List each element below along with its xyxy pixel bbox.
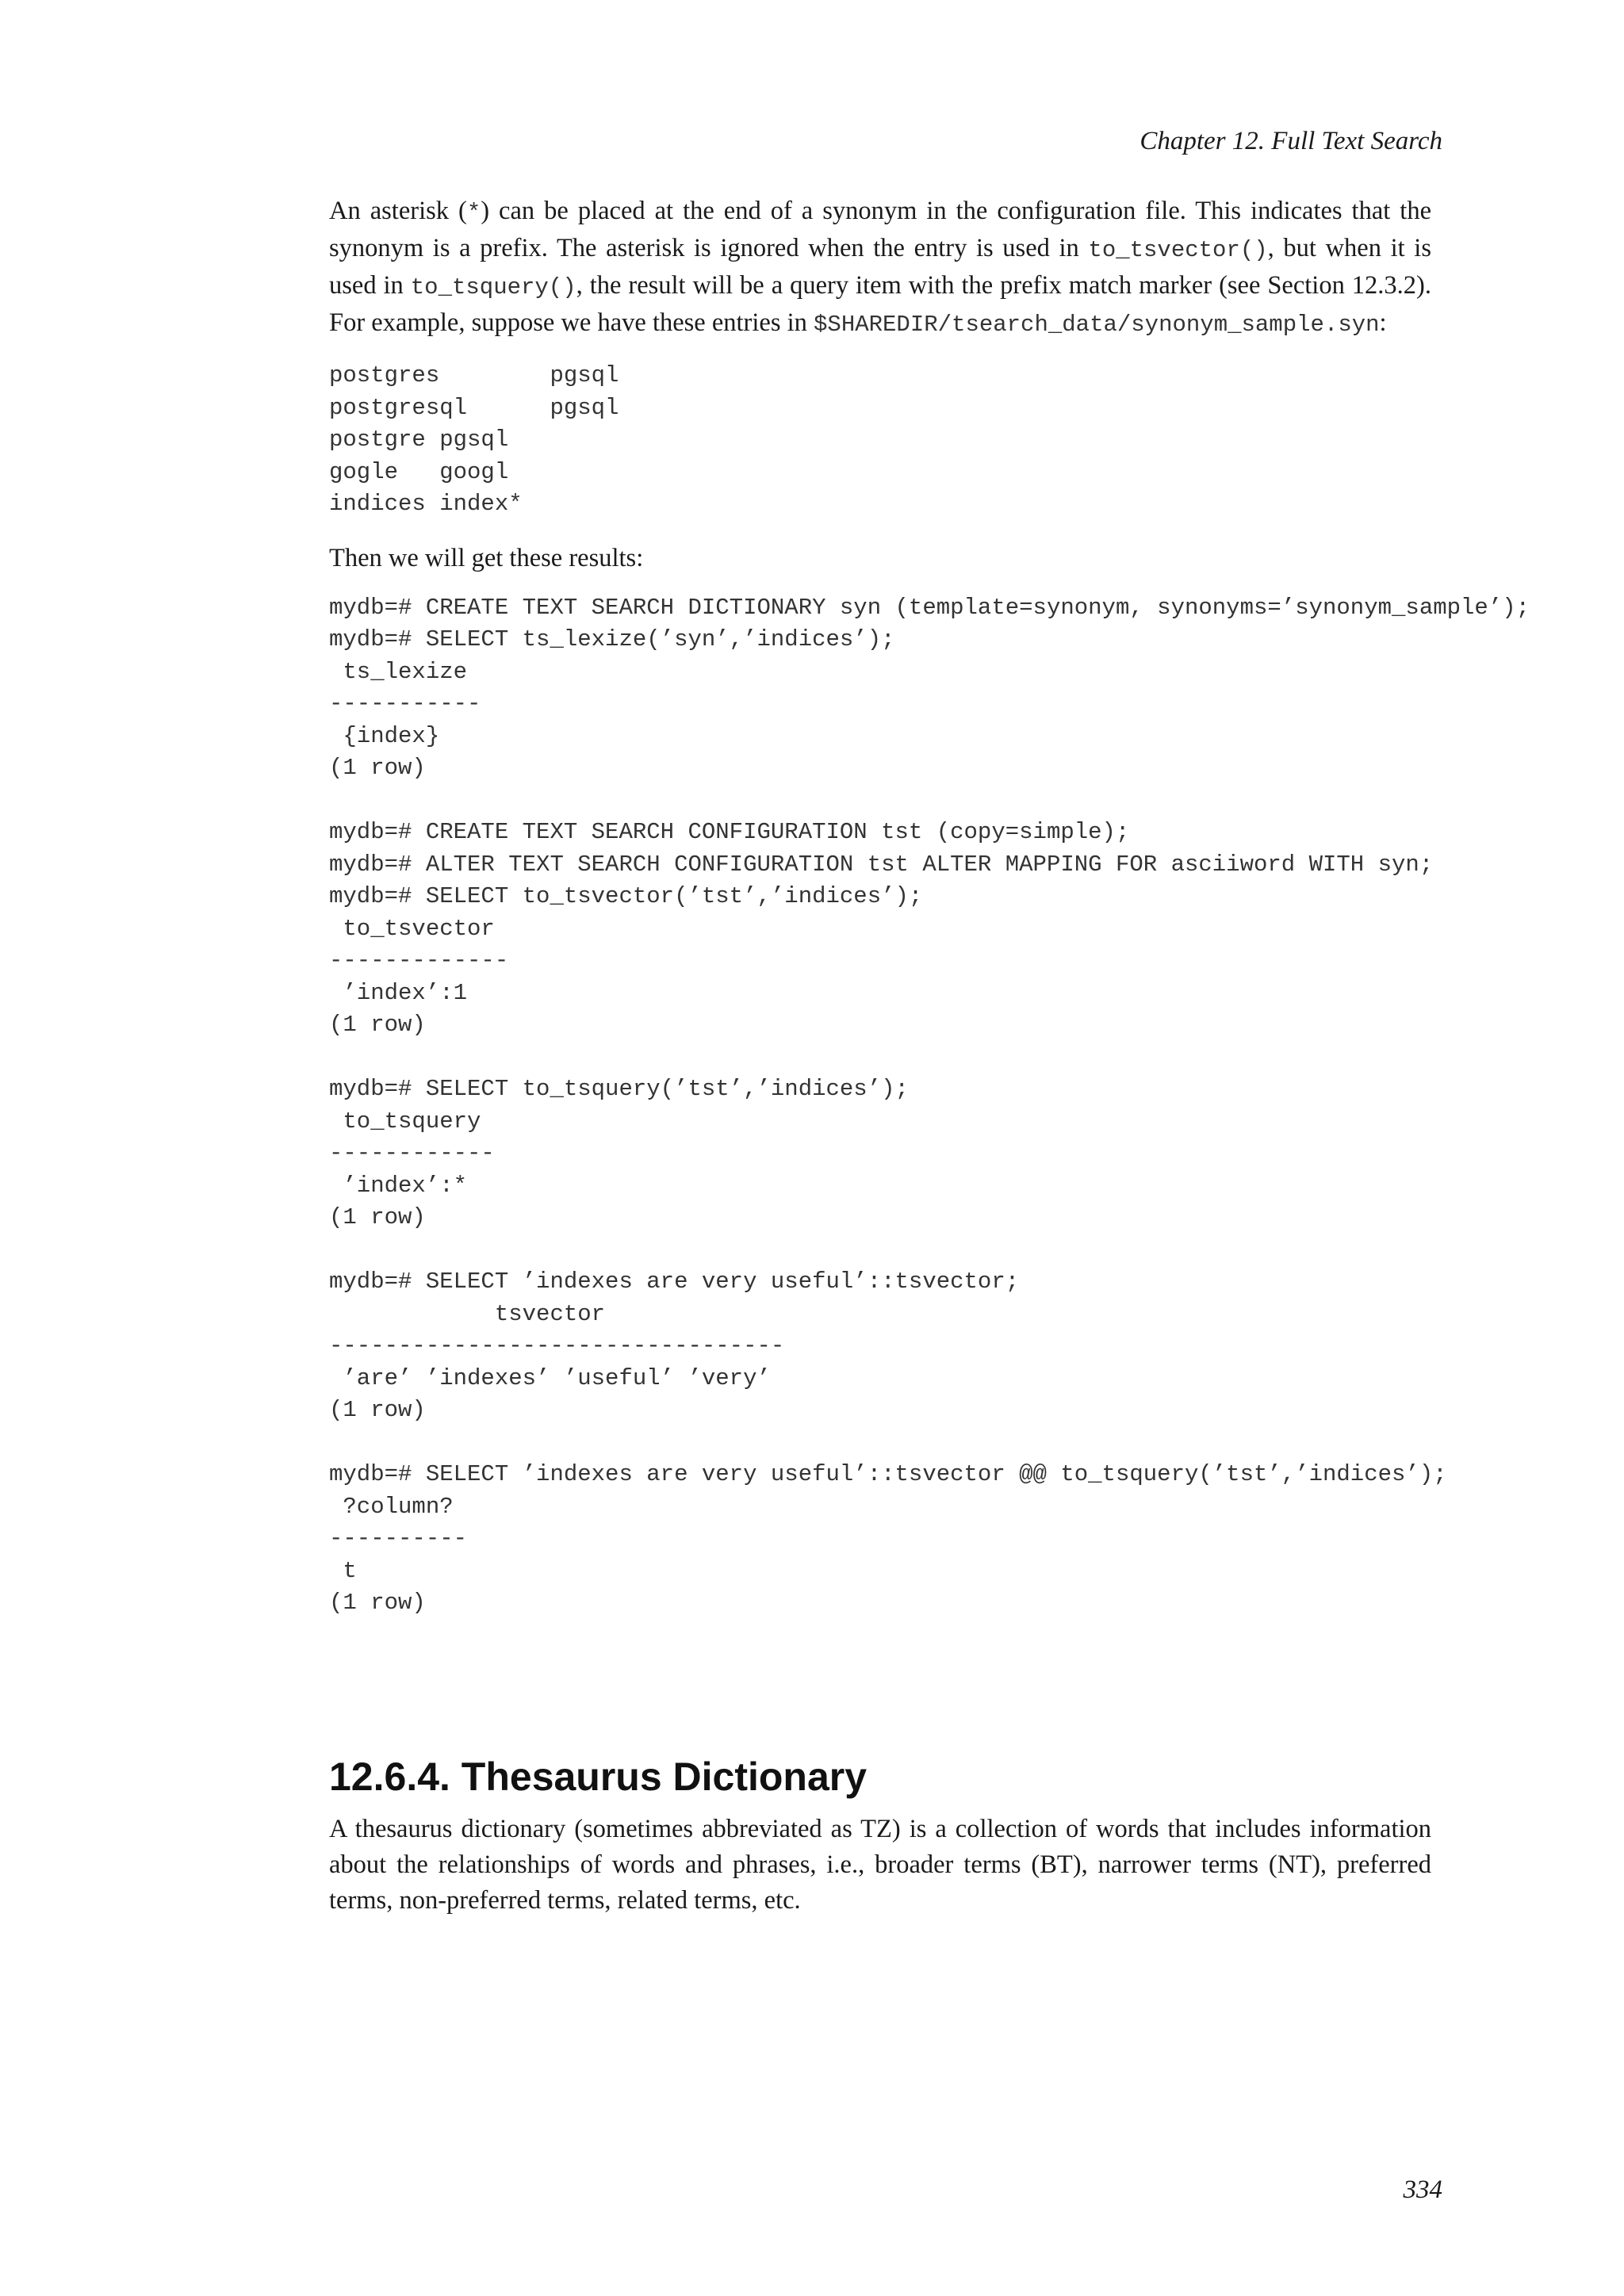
running-header: Chapter 12. Full Text Search xyxy=(1139,127,1442,155)
section-heading: 12.6.4. Thesaurus Dictionary xyxy=(329,1754,868,1799)
intro-text-4: , the result will be a query item with the prefix match marker (see Section 12.3.2). For example, suppose we have these entries in xyxy=(329,271,1431,337)
thesaurus-paragraph: A thesaurus dictionary (sometimes abbreviated as TZ) is a collection of words that includes information about the relationships of words and phrases, i.e., broader terms (BT), narrower terms (NT), preferred terms, non-preferred terms, related terms, etc. xyxy=(329,1814,1431,1915)
sql-example-listing: mydb=# CREATE TEXT SEARCH DICTIONARY syn (template=synonym, synonyms=’synonym_sample’); mydb=# SELECT ts_lexize(’syn’,’indices’); ts_lexize ----------- {index} (1 row) mydb=# CREATE TEXT SEARCH CONFIGURATION tst (copy=simple); mydb=# ALTER TEXT SEARCH CONFIGURATION tst ALTER MAPPING FOR asciiword WITH syn; mydb=# SELECT to_tsvector(’tst’,’indices’); to_tsvector ------------- ’index’:1 (1 row) mydb=# SELECT to_tsquery(’tst’,’indices’); to_tsquery ------------ ’index’:* (1 row) mydb=# SELECT ’indexes are very useful’::tsvector; tsvector --------------------------------- ’are’ ’indexes’ ’useful’ ’very’ (1 row) mydb=# SELECT ’indexes are very useful’::tsvector @@ to_tsquery(’tst’,’indices’); ?column? ---------- t (1 row) xyxy=(329,594,1530,1616)
page-number: 334 xyxy=(1403,2175,1442,2204)
intro-text-3: , but when it is used in xyxy=(329,234,1431,300)
intro-text-1: An asterisk ( xyxy=(329,197,467,225)
results-intro-paragraph: Then we will get these results: xyxy=(329,543,644,572)
synonym-file-path: $SHAREDIR/tsearch_data/synonym_sample.syn xyxy=(814,312,1380,338)
intro-text-2: ) can be placed at the end of a synonym in the configuration file. This indicates that the synonym is a prefix. The asterisk is ignored when the entry is used in xyxy=(329,197,1431,262)
asterisk-code: * xyxy=(466,200,481,226)
to-tsvector-code: to_tsvector() xyxy=(1088,237,1268,263)
intro-text-5: : xyxy=(1379,308,1387,337)
to-tsquery-code: to_tsquery() xyxy=(410,274,576,300)
synonym-file-listing: postgres pgsql postgresql pgsql postgre pgsql gogle googl indices index* xyxy=(329,362,619,517)
page-content xyxy=(329,193,1530,1919)
intro-paragraph xyxy=(329,193,1431,342)
